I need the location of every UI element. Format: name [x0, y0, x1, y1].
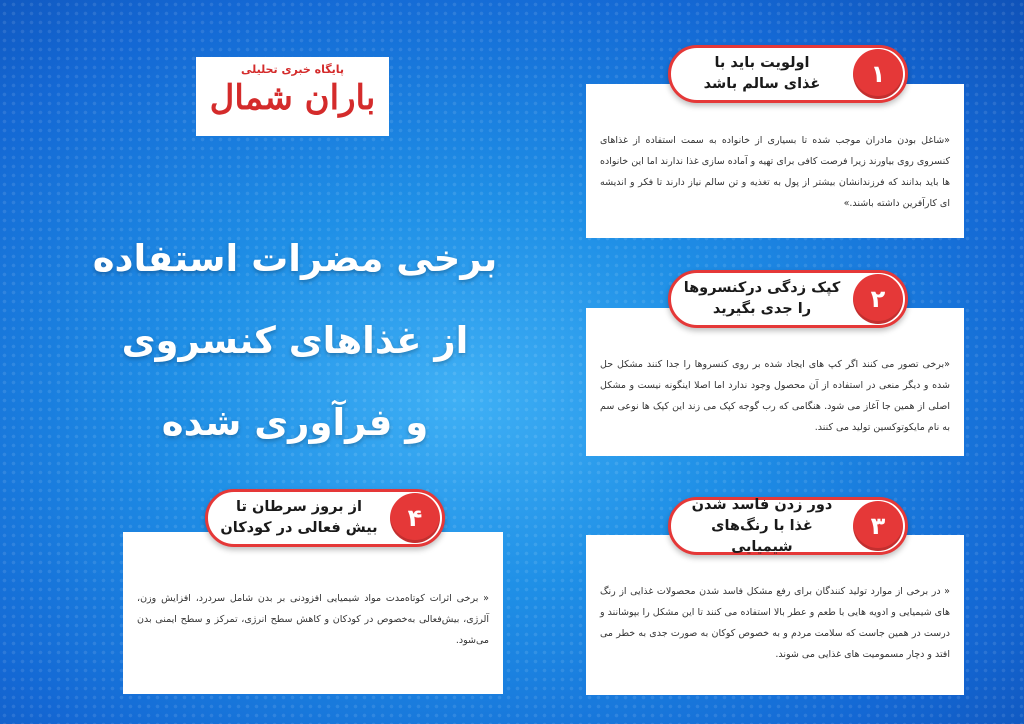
card-title-line: را جدی بگیرید [712, 301, 812, 317]
card-title-line: بیش فعالی در کودکان [220, 520, 378, 536]
card-title [671, 53, 853, 95]
card-title-line: از بروز سرطان تا [236, 499, 362, 515]
main-title-line: و فرآوری شده [161, 401, 429, 444]
card-title-line: اولویت باید با [714, 55, 810, 71]
number-badge: ۲ [853, 274, 903, 324]
card-body: « در برخی از موارد تولید کنندگان برای رفع مشکل فاسد شدن محصولات غذایی از رنگ های شیمیایی و ادویه هایی با طعم و عطر بالا استفاده می کنند تا این مشکل را بپوشانند و درست در همین جاست که سلامت مردم و به خصوص کوکان به صورت جدی به خطر می افتد و دچار مسمومیت های غذایی می شوند. [600, 586, 950, 660]
card-header-2 [668, 270, 908, 328]
card-title-line: دور زدن فاسد شدن [691, 496, 833, 513]
card-title-line: غذای سالم باشد [703, 76, 821, 92]
logo-name: باران شمال [209, 78, 376, 118]
info-card-1 [586, 84, 964, 238]
card-header-1 [668, 45, 908, 103]
card-body: «برخی تصور می کنند اگر کپ های ایجاد شده بر روی کنسروها را جدا کنند مشکل حل شده و دیگر منعی در استفاده از آن محصول وجود ندارد اما اصلا اینگونه نیست و مشکل اصلی از همین جا آغاز می شود. هنگامی که رب گوجه کپک می زند این کپک ها نوعی سم به نام مایکوتوکسین تولید می کنند. [600, 359, 950, 433]
card-title [208, 497, 390, 539]
card-body: «شاغل بودن مادران موجب شده تا بسیاری از خانواده به سمت استفاده از غذاهای کنسروی روی بیاورند زیرا فرصت کافی برای تهیه و آماده سازی غذا ندارند اما این خانواده ها باید بدانند که فرزندانشان بیشتر از پول به تغذیه و تن سالم نیاز دارند تا فکر و اندیشه ای کارآفرین داشته باشند.» [600, 135, 950, 209]
card-title-line: کپک زدگی درکنسروها [683, 280, 841, 296]
info-card-3 [586, 535, 964, 695]
card-title [671, 278, 853, 320]
number-badge: ۴ [390, 493, 440, 543]
number-badge: ۳ [853, 501, 903, 551]
number-badge: ۱ [853, 49, 903, 99]
card-title-line: غذا با رنگ‌های شیمیایی [711, 517, 813, 555]
card-body: « برخی اثرات کوتاه‌مدت مواد شیمیایی افزودنی بر بدن شامل سردرد، افزایش وزن، آلرژی، بیش‌فعالی به‌خصوص در کودکان و کاهش سطح انرژی، تمرکز و سطح ایمنی بدن می‌شود. [137, 593, 489, 646]
card-title [671, 495, 853, 558]
info-card-4 [123, 532, 503, 694]
card-header-4 [205, 489, 445, 547]
info-card-2 [586, 308, 964, 456]
main-title-line: از غذاهای کنسروی [121, 319, 469, 362]
main-title [60, 218, 530, 464]
main-title-line: برخی مضرات استفاده [92, 237, 498, 280]
card-header-3 [668, 497, 908, 555]
logo [196, 57, 389, 136]
logo-tagline: پایگاه خبری تحلیلی [240, 63, 345, 76]
